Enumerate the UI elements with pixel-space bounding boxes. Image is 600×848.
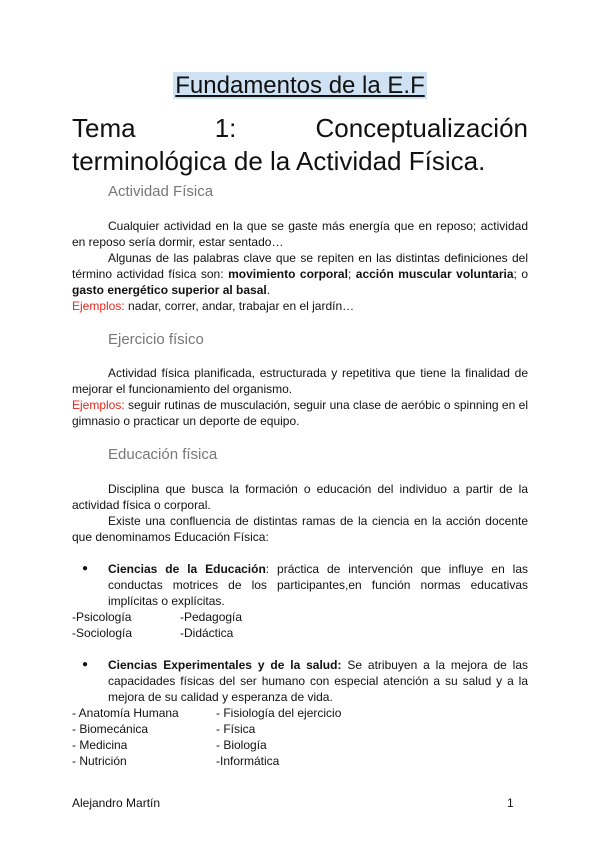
paragraph-edf-confluence [72,513,528,545]
period: . [266,283,271,297]
list-ciencias-educacion [72,609,242,641]
bullet-dot-icon: ● [82,563,89,574]
bullet-dot-icon: ● [82,659,89,670]
heading-educacion-fisica: Educación física [108,446,218,463]
list-item: - Medicina [72,738,128,752]
list-row [72,625,242,641]
list-item: - Anatomía Humana [72,706,179,720]
paragraph-ef-examples [72,397,528,429]
examples-label: Ejemplos: [72,398,125,412]
paragraph-af-examples [72,298,528,314]
subtitle-line-1 [72,112,528,145]
heading-ejercicio-fisico: Ejercicio físico [108,331,204,348]
list-item: - Fisiología del ejercicio [216,706,342,720]
bullet-ciencias-experimentales [82,657,529,705]
edf-confluence-text: Existe una confluencia de distintas ramas de la ciencia en la acción docente que denominamos Educación Física: [72,514,528,544]
list-ciencias-experimentales [72,705,341,769]
paragraph-edf-definition [72,481,528,513]
list-item: - Física [216,722,256,736]
paragraph-af-keywords [72,250,528,298]
ef-definition-text: Actividad física planificada, estructurada y repetitiva que tiene la finalidad de mejorar el funcionamiento del organismo. [72,366,528,396]
subtitle-word-1: Tema [72,113,136,143]
examples-text: seguir rutinas de musculación, seguir una clase de aeróbic o spinning en el gimnasio o practicar un deporte de equipo. [72,398,528,428]
paragraph-ef-definition [72,365,528,397]
separator: ; o [513,267,529,281]
list-item: -Didáctica [180,626,234,640]
bullet-title: Ciencias de la Educación [108,562,266,576]
subtitle-line-2: terminológica de la Actividad Física. [72,146,486,176]
document-subtitle [72,112,528,178]
bullet-body: : práctica de intervención que influye en las conductas motrices de los participantes,en función normas educativas implícitas o explícitas. [108,562,528,608]
list-item: - Biología [216,738,267,752]
list-item: - Biomecánica [72,722,149,736]
bullet-title: Ciencias Experimentales y de la salud: [108,658,342,672]
heading-actividad-fisica: Actividad Física [108,183,214,200]
list-row [72,753,341,769]
list-row [72,721,341,737]
subtitle-word-3: Conceptualización [315,113,528,143]
keyword-gasto: gasto energético superior al basal [72,283,267,297]
af-definition-text: Cualquier actividad en la que se gaste más energía que en reposo; actividad en reposo sería dormir, estar sentado… [72,219,528,249]
separator: ; [347,267,356,281]
keyword-movimiento: movimiento corporal [228,267,348,281]
list-item: -Psicología [72,610,132,624]
examples-label: Ejemplos: [72,299,125,313]
subtitle-word-2: 1: [214,113,237,143]
list-item: -Pedagogía [180,610,243,624]
footer-author: Alejandro Martín [72,796,161,810]
list-row [72,705,341,721]
document-title-block [0,72,600,100]
bullet-text [90,657,528,705]
footer-page-number: 1 [507,796,514,810]
list-item: -Informática [216,754,280,768]
edf-definition-text: Disciplina que busca la formación o educación del individuo a partir de la actividad física o corporal. [72,482,528,512]
list-row [72,737,341,753]
list-row [72,609,242,625]
paragraph-af-definition [72,218,528,250]
document-title: Fundamentos de la E.F [175,72,425,99]
examples-text: nadar, correr, andar, trabajar en el jardín… [124,299,355,313]
keyword-accion: acción muscular voluntaria [355,267,514,281]
list-item: - Nutrición [72,754,127,768]
list-item: -Sociología [72,626,133,640]
bullet-ciencias-educacion [82,561,528,609]
bullet-body: Se atribuyen a la mejora de las capacidades físicas del ser humano con especial atención a su salud y a la mejora de su calidad y esperanza de vida. [108,658,529,704]
bullet-text [90,561,528,609]
af-keywords-intro: Algunas de las palabras clave que se repiten en las distintas definiciones del término actividad física son: [72,251,528,281]
